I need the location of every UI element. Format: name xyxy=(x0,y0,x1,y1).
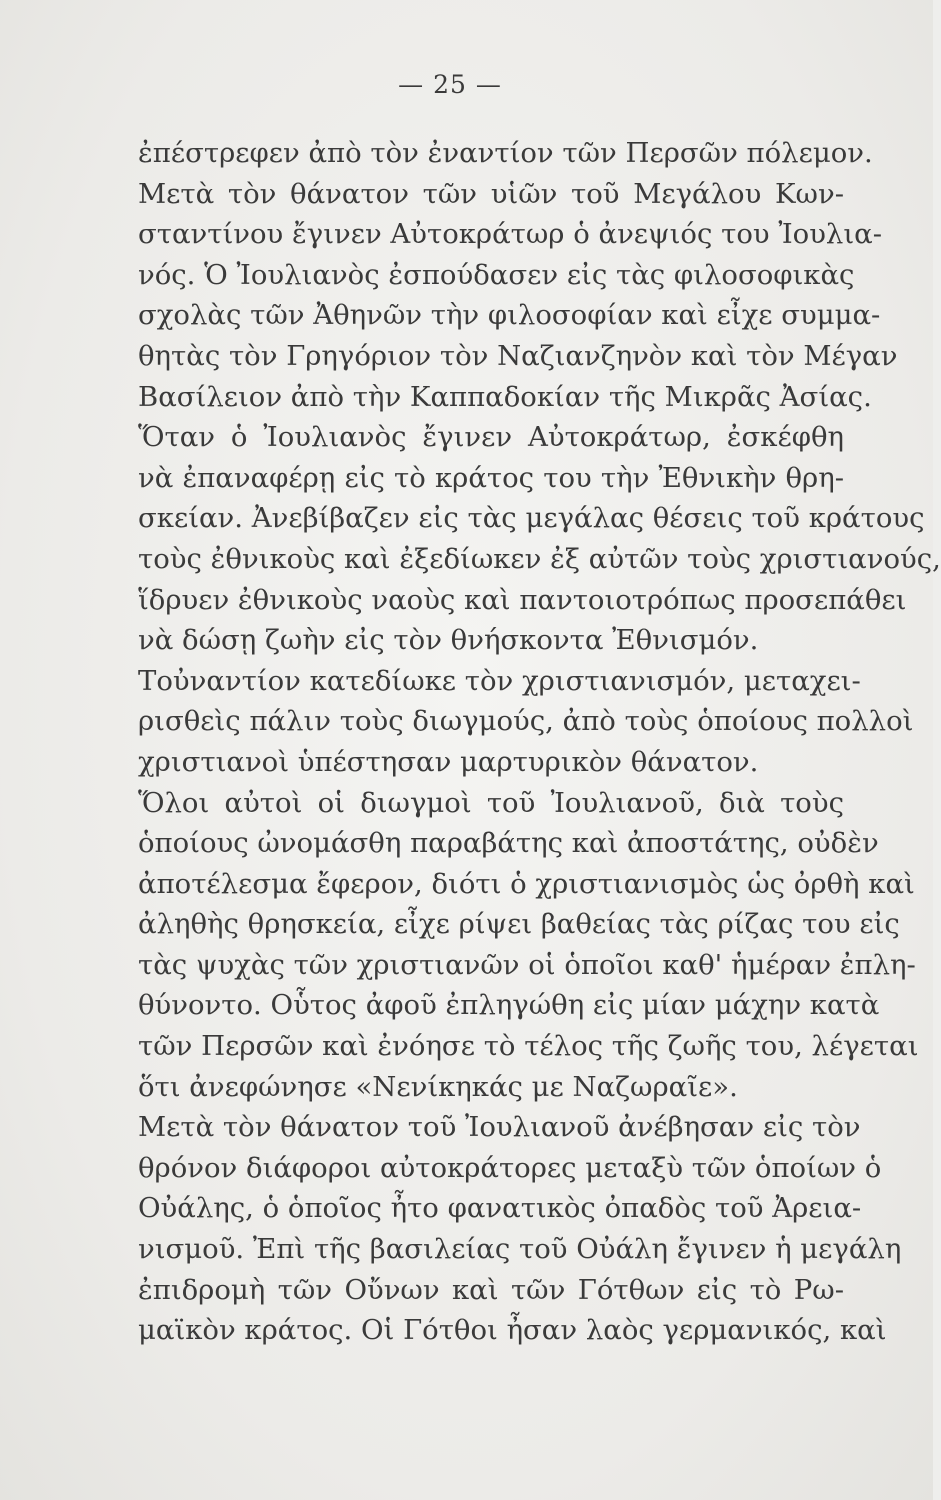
text-line: νός. Ὁ Ἰουλιανὸς ἐσπούδασεν εἰς τὰς φιλοσοφικὰς xyxy=(138,258,855,291)
text-line: σταντίνου ἔγινεν Αὐτοκράτωρ ὁ ἀνεψιός του Ἰουλια- xyxy=(138,218,883,251)
text-line: ὁποίους ὠνομάσθη παραβάτης καὶ ἀποστάτης, οὐδὲν xyxy=(138,827,879,860)
page-number: — 25 — xyxy=(398,70,502,99)
text-line: σκείαν. Ἀνεβίβαζεν εἰς τὰς μεγάλας θέσεις τοῦ κράτους xyxy=(138,502,925,535)
text-line: ἐπιδρομὴ τῶν Οὔνων καὶ τῶν Γότθων εἰς τὸ Ρω- xyxy=(138,1273,844,1306)
text-line: τοὺς ἐθνικοὺς καὶ ἐξεδίωκεν ἐξ αὐτῶν τοὺς χριστιανούς, xyxy=(138,542,941,575)
text-line: τὰς ψυχὰς τῶν χριστιανῶν οἱ ὁποῖοι καθ' ἡμέραν ἐπλη- xyxy=(138,948,916,981)
text-line: ἐπέστρεφεν ἀπὸ τὸν ἐναντίον τῶν Περσῶν πόλεμον. xyxy=(138,137,873,169)
text-line: Οὐάλης, ὁ ὁποῖος ἦτο φανατικὸς ὀπαδὸς τοῦ Ἀρεια- xyxy=(138,1192,862,1225)
text-line: Βασίλειον ἀπὸ τὴν Καππαδοκίαν τῆς Μικρᾶς Ἀσίας. xyxy=(138,380,872,413)
text-line: σχολὰς τῶν Ἀθηνῶν τὴν φιλοσοφίαν καὶ εἶχε συμμα- xyxy=(138,299,881,332)
text-line: ἀληθὴς θρησκεία, εἶχε ρίψει βαθείας τὰς ρίζας του εἰς xyxy=(138,908,900,941)
text-line: νὰ ἐπαναφέρῃ εἰς τὸ κράτος του τὴν Ἐθνικὴν θρη- xyxy=(138,461,844,494)
text-line: ἵδρυεν ἐθνικοὺς ναοὺς καὶ παντοιοτρόπως προσεπάθει xyxy=(138,583,907,616)
text-line: θύνοντο. Οὗτος ἀφοῦ ἐπληγώθη εἰς μίαν μάχην κατὰ xyxy=(138,989,880,1022)
body-text xyxy=(138,133,941,1351)
text-line: ὅτι ἀνεφώνησε «Νενίκηκάς με Ναζωραῖε». xyxy=(138,1070,738,1103)
text-line: χριστιανοὶ ὑπέστησαν μαρτυρικὸν θάνατον. xyxy=(138,745,759,778)
text-line: θητὰς τὸν Γρηγόριον τὸν Ναζιανζηνὸν καὶ τὸν Μέγαν xyxy=(138,339,898,372)
text-line: ἀποτέλεσμα ἔφερον, διότι ὁ χριστιανισμὸς ὡς ὀρθὴ καὶ xyxy=(138,867,915,900)
text-line: νισμοῦ. Ἐπὶ τῆς βασιλείας τοῦ Οὐάλη ἔγινεν ἡ μεγάλη xyxy=(138,1233,902,1266)
text-line: Τοὐναντίον κατεδίωκε τὸν χριστιανισμόν, μεταχει- xyxy=(138,664,861,697)
text-line: Μετὰ τὸν θάνατον τῶν υἱῶν τοῦ Μεγάλου Κων- xyxy=(138,177,844,210)
text-line: θρόνον διάφοροι αὐτοκράτορες μεταξὺ τῶν ὁποίων ὁ xyxy=(138,1151,882,1184)
text-line: Ὅταν ὁ Ἰουλιανὸς ἔγινεν Αὐτοκράτωρ, ἐσκέφθη xyxy=(138,421,844,454)
text-line: νὰ δώσῃ ζωὴν εἰς τὸν θνήσκοντα Ἐθνισμόν. xyxy=(138,624,759,657)
text-line: μαϊκὸν κράτος. Οἱ Γότθοι ἦσαν λαὸς γερμανικός, καὶ xyxy=(138,1314,887,1347)
text-line: Μετὰ τὸν θάνατον τοῦ Ἰουλιανοῦ ἀνέβησαν εἰς τὸν xyxy=(138,1111,861,1144)
text-line: ρισθεὶς πάλιν τοὺς διωγμούς, ἀπὸ τοὺς ὁποίους πολλοὶ xyxy=(138,705,914,738)
text-line: τῶν Περσῶν καὶ ἐνόησε τὸ τέλος τῆς ζωῆς του, λέγεται xyxy=(138,1030,919,1063)
text-line: Ὅλοι αὐτοὶ οἱ διωγμοὶ τοῦ Ἰουλιανοῦ, διὰ τοὺς xyxy=(138,786,844,819)
